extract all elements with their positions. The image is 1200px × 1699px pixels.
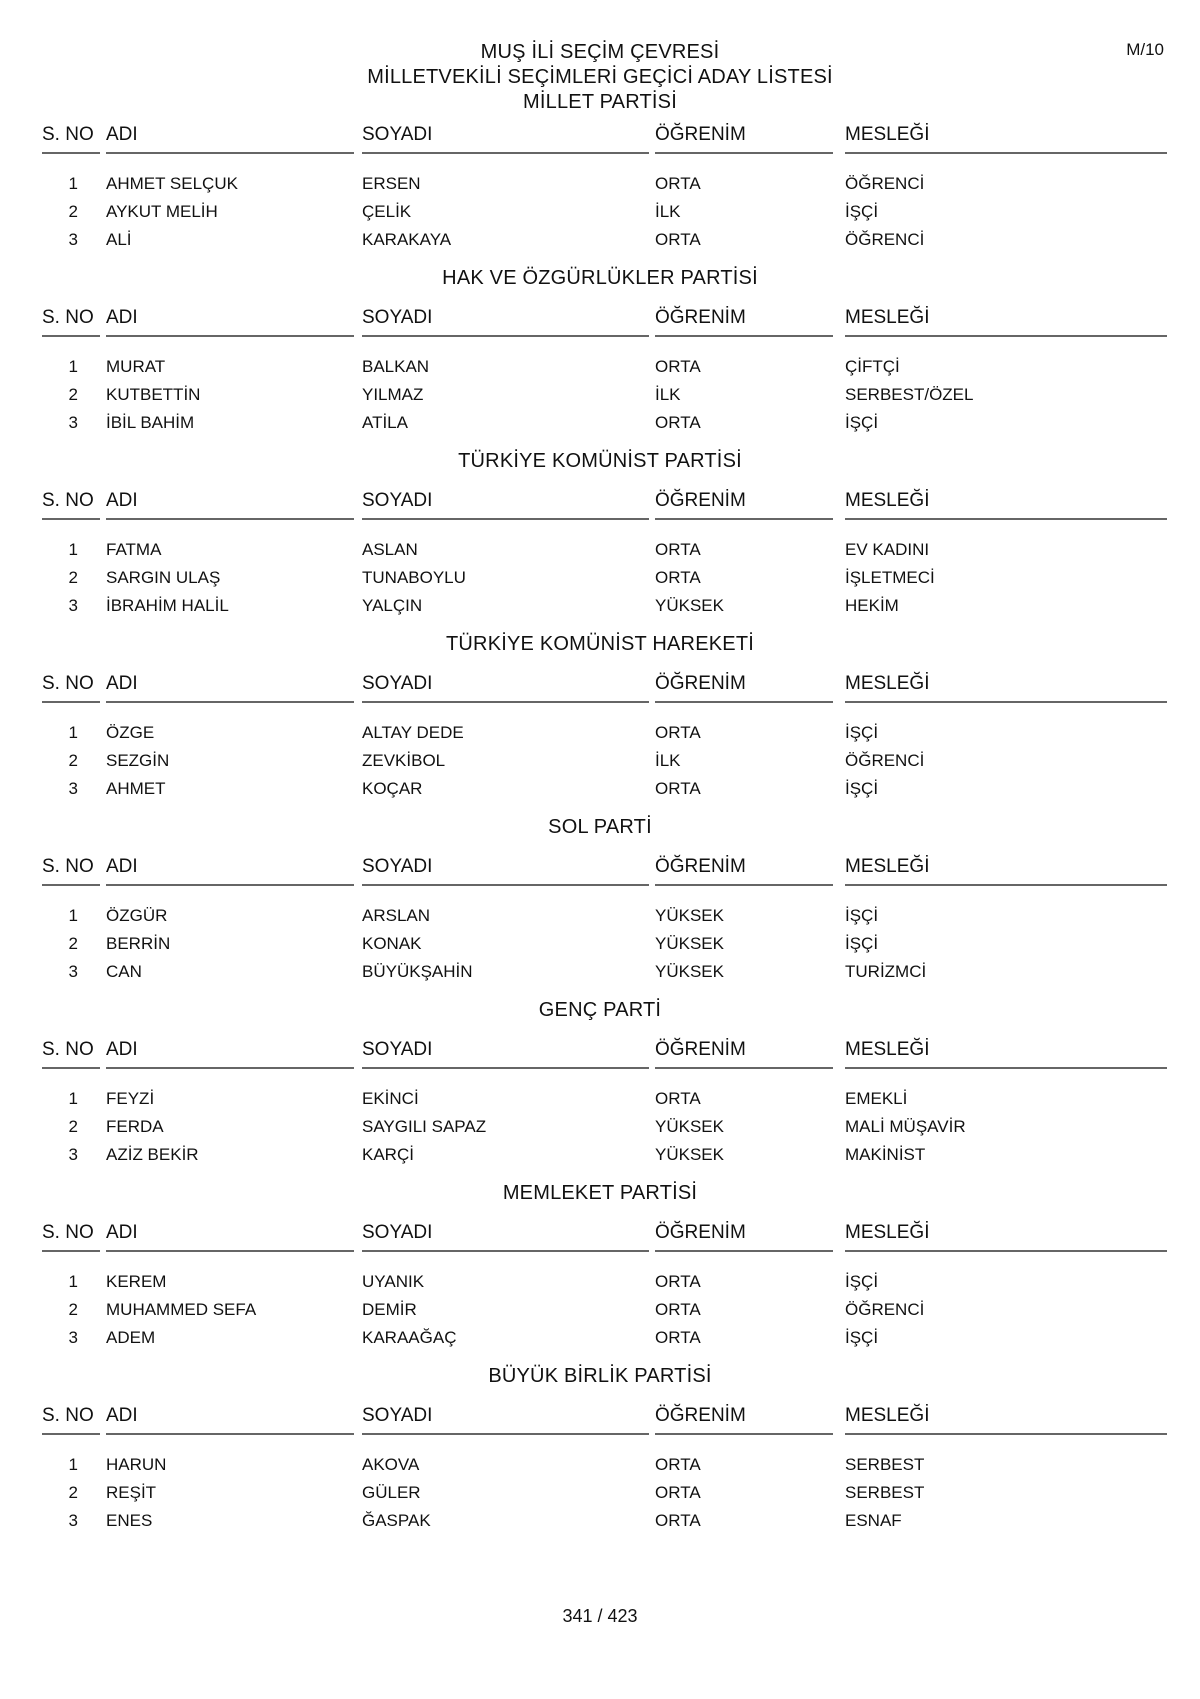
column-header-adi: ADI: [106, 307, 354, 337]
cell-ogrenim: ORTA: [655, 540, 701, 559]
column-header-adi: ADI: [106, 1405, 354, 1435]
cell-meslek: SERBEST/ÖZEL: [845, 385, 974, 404]
cell-soyadi: KONAK: [362, 934, 422, 953]
column-header-meslek: MESLEĞİ: [845, 490, 1167, 520]
column-header-no: S. NO: [42, 490, 100, 520]
table-row: [0, 779, 1200, 809]
cell-ogrenim: ORTA: [655, 568, 701, 587]
cell-soyadi: AKOVA: [362, 1455, 420, 1474]
cell-no: 2: [68, 568, 78, 587]
party-title: MEMLEKET PARTİSİ: [502, 1182, 698, 1204]
column-header-ogrenim: ÖĞRENİM: [655, 856, 833, 886]
cell-adi: AHMET: [106, 779, 166, 798]
cell-ogrenim: ORTA: [655, 1483, 701, 1502]
table-row: [0, 1089, 1200, 1119]
table-row: [0, 1117, 1200, 1147]
cell-ogrenim: İLK: [655, 751, 681, 770]
column-header-meslek: MESLEĞİ: [845, 1405, 1167, 1435]
party-section: [0, 1365, 1200, 1580]
cell-ogrenim: ORTA: [655, 1328, 701, 1347]
column-header-adi: ADI: [106, 490, 354, 520]
cell-ogrenim: ORTA: [655, 1089, 701, 1108]
cell-soyadi: KARAAĞAÇ: [362, 1328, 457, 1347]
cell-meslek: ÖĞRENCİ: [845, 174, 925, 193]
cell-ogrenim: YÜKSEK: [655, 596, 724, 615]
column-header-adi: ADI: [106, 1222, 354, 1252]
column-header-no: S. NO: [42, 1039, 100, 1069]
table-row: [0, 174, 1200, 204]
cell-soyadi: UYANIK: [362, 1272, 425, 1291]
cell-no: 3: [68, 596, 78, 615]
table-row: [0, 568, 1200, 598]
table-row: [0, 385, 1200, 415]
column-header-meslek: MESLEĞİ: [845, 124, 1167, 154]
header-line-2: MİLLETVEKİLİ SEÇİMLERİ GEÇİCİ ADAY LİSTESİ: [367, 66, 833, 88]
cell-meslek: SERBEST: [845, 1483, 925, 1502]
cell-meslek: TURİZMCİ: [845, 962, 927, 981]
cell-meslek: İŞLETMECİ: [845, 568, 935, 587]
cell-no: 2: [68, 1117, 78, 1136]
cell-soyadi: ZEVKİBOL: [362, 751, 446, 770]
cell-meslek: ÖĞRENCİ: [845, 1300, 925, 1319]
cell-ogrenim: ORTA: [655, 1272, 701, 1291]
cell-no: 1: [68, 723, 78, 742]
cell-soyadi: EKİNCİ: [362, 1089, 419, 1108]
cell-meslek: İŞÇİ: [845, 779, 879, 798]
cell-soyadi: GÜLER: [362, 1483, 421, 1502]
cell-adi: MURAT: [106, 357, 166, 376]
column-header-meslek: MESLEĞİ: [845, 673, 1167, 703]
cell-no: 1: [68, 1089, 78, 1108]
cell-adi: SEZGİN: [106, 751, 170, 770]
cell-meslek: MALİ MÜŞAVİR: [845, 1117, 966, 1136]
column-header-ogrenim: ÖĞRENİM: [655, 673, 833, 703]
column-header-ogrenim: ÖĞRENİM: [655, 124, 833, 154]
header-party-title: MİLLET PARTİSİ: [523, 91, 677, 113]
cell-meslek: HEKİM: [845, 596, 899, 615]
cell-ogrenim: ORTA: [655, 1511, 701, 1530]
column-header-soyadi: SOYADI: [362, 1405, 649, 1435]
cell-meslek: İŞÇİ: [845, 1328, 879, 1347]
party-title: BÜYÜK BİRLİK PARTİSİ: [488, 1365, 712, 1387]
cell-no: 3: [68, 1328, 78, 1347]
table-row: [0, 357, 1200, 387]
cell-no: 1: [68, 540, 78, 559]
cell-ogrenim: YÜKSEK: [655, 962, 724, 981]
cell-adi: AZİZ BEKİR: [106, 1145, 199, 1164]
cell-no: 2: [68, 751, 78, 770]
cell-soyadi: TUNABOYLU: [362, 568, 466, 587]
column-header-ogrenim: ÖĞRENİM: [655, 1222, 833, 1252]
table-row: [0, 413, 1200, 443]
party-title: HAK VE ÖZGÜRLÜKLER PARTİSİ: [442, 267, 758, 289]
column-header-no: S. NO: [42, 124, 100, 154]
cell-soyadi: YALÇIN: [362, 596, 423, 615]
cell-no: 1: [68, 1455, 78, 1474]
column-header-ogrenim: ÖĞRENİM: [655, 307, 833, 337]
column-header-ogrenim: ÖĞRENİM: [655, 1405, 833, 1435]
cell-meslek: ÇİFTÇİ: [845, 357, 900, 376]
cell-soyadi: ATİLA: [362, 413, 408, 432]
cell-adi: FEYZİ: [106, 1089, 155, 1108]
cell-adi: ADEM: [106, 1328, 156, 1347]
column-header-no: S. NO: [42, 1222, 100, 1252]
table-row: [0, 596, 1200, 626]
column-header-meslek: MESLEĞİ: [845, 1222, 1167, 1252]
column-header-ogrenim: ÖĞRENİM: [655, 1039, 833, 1069]
page-code: M/10: [1126, 40, 1164, 59]
table-row: [0, 540, 1200, 570]
cell-no: 3: [68, 962, 78, 981]
cell-no: 1: [68, 906, 78, 925]
column-header-adi: ADI: [106, 856, 354, 886]
cell-ogrenim: İLK: [655, 385, 681, 404]
cell-no: 2: [68, 202, 78, 221]
cell-ogrenim: YÜKSEK: [655, 906, 724, 925]
cell-meslek: EMEKLİ: [845, 1089, 908, 1108]
cell-adi: KUTBETTİN: [106, 385, 201, 404]
cell-no: 3: [68, 779, 78, 798]
cell-ogrenim: YÜKSEK: [655, 1145, 724, 1164]
cell-meslek: ÖĞRENCİ: [845, 751, 925, 770]
column-header-no: S. NO: [42, 673, 100, 703]
column-header-soyadi: SOYADI: [362, 307, 649, 337]
cell-soyadi: DEMİR: [362, 1300, 417, 1319]
cell-ogrenim: ORTA: [655, 1300, 701, 1319]
cell-adi: ENES: [106, 1511, 153, 1530]
cell-adi: HARUN: [106, 1455, 167, 1474]
cell-meslek: İŞÇİ: [845, 413, 879, 432]
column-header-no: S. NO: [42, 1405, 100, 1435]
column-header-meslek: MESLEĞİ: [845, 856, 1167, 886]
table-row: [0, 723, 1200, 753]
cell-adi: İBİL BAHİM: [106, 413, 195, 432]
cell-ogrenim: YÜKSEK: [655, 934, 724, 953]
cell-adi: BERRİN: [106, 934, 171, 953]
cell-soyadi: ÇELİK: [362, 202, 412, 221]
cell-soyadi: ASLAN: [362, 540, 418, 559]
column-header-soyadi: SOYADI: [362, 124, 649, 154]
cell-meslek: İŞÇİ: [845, 723, 879, 742]
column-header-soyadi: SOYADI: [362, 490, 649, 520]
cell-meslek: MAKİNİST: [845, 1145, 926, 1164]
cell-meslek: İŞÇİ: [845, 906, 879, 925]
cell-meslek: EV KADINI: [845, 540, 930, 559]
cell-adi: AYKUT MELİH: [106, 202, 218, 221]
party-title: SOL PARTİ: [548, 816, 652, 838]
cell-adi: ÖZGE: [106, 723, 155, 742]
cell-meslek: İŞÇİ: [845, 202, 879, 221]
cell-no: 3: [68, 413, 78, 432]
cell-soyadi: YILMAZ: [362, 385, 424, 404]
cell-ogrenim: ORTA: [655, 230, 701, 249]
table-row: [0, 230, 1200, 260]
cell-adi: FATMA: [106, 540, 162, 559]
page-number: 341 / 423: [562, 1606, 638, 1626]
cell-ogrenim: ORTA: [655, 174, 701, 193]
cell-adi: ÖZGÜR: [106, 906, 168, 925]
party-title: TÜRKİYE KOMÜNİST PARTİSİ: [458, 450, 742, 472]
cell-soyadi: ERSEN: [362, 174, 421, 193]
cell-adi: SARGIN ULAŞ: [106, 568, 221, 587]
column-header-meslek: MESLEĞİ: [845, 307, 1167, 337]
cell-soyadi: SAYGILI SAPAZ: [362, 1117, 487, 1136]
cell-soyadi: KOÇAR: [362, 779, 423, 798]
cell-no: 3: [68, 1511, 78, 1530]
table-row: [0, 751, 1200, 781]
table-row: [0, 202, 1200, 232]
cell-no: 1: [68, 1272, 78, 1291]
table-row: [0, 1272, 1200, 1302]
cell-adi: CAN: [106, 962, 142, 981]
cell-ogrenim: ORTA: [655, 357, 701, 376]
party-title: TÜRKİYE KOMÜNİST HAREKETİ: [445, 633, 754, 655]
cell-adi: AHMET SELÇUK: [106, 174, 238, 193]
cell-meslek: İŞÇİ: [845, 1272, 879, 1291]
table-row: [0, 1455, 1200, 1485]
column-header-no: S. NO: [42, 856, 100, 886]
cell-soyadi: KARÇİ: [362, 1145, 414, 1164]
cell-adi: KEREM: [106, 1272, 167, 1291]
document-header: [0, 40, 1200, 115]
column-header-adi: ADI: [106, 124, 354, 154]
cell-soyadi: ARSLAN: [362, 906, 431, 925]
cell-no: 1: [68, 174, 78, 193]
header-line-1: MUŞ İLİ SEÇİM ÇEVRESİ: [480, 41, 720, 63]
cell-adi: REŞİT: [106, 1483, 157, 1502]
cell-soyadi: BÜYÜKŞAHİN: [362, 962, 473, 981]
table-row: [0, 906, 1200, 936]
cell-no: 1: [68, 357, 78, 376]
table-row: [0, 1300, 1200, 1330]
cell-no: 2: [68, 385, 78, 404]
column-header-soyadi: SOYADI: [362, 1222, 649, 1252]
table-row: [0, 1511, 1200, 1541]
cell-soyadi: ĞASPAK: [362, 1511, 431, 1530]
cell-ogrenim: ORTA: [655, 1455, 701, 1474]
cell-soyadi: KARAKAYA: [362, 230, 452, 249]
column-header-adi: ADI: [106, 673, 354, 703]
cell-meslek: İŞÇİ: [845, 934, 879, 953]
cell-no: 3: [68, 230, 78, 249]
table-row: [0, 1328, 1200, 1358]
party-sections: [0, 116, 1200, 1580]
cell-meslek: ÖĞRENCİ: [845, 230, 925, 249]
cell-ogrenim: ORTA: [655, 723, 701, 742]
cell-no: 2: [68, 934, 78, 953]
column-header-soyadi: SOYADI: [362, 856, 649, 886]
cell-no: 2: [68, 1483, 78, 1502]
cell-meslek: SERBEST: [845, 1455, 925, 1474]
cell-soyadi: BALKAN: [362, 357, 430, 376]
column-header-ogrenim: ÖĞRENİM: [655, 490, 833, 520]
cell-adi: ALİ: [106, 230, 132, 249]
column-header-meslek: MESLEĞİ: [845, 1039, 1167, 1069]
cell-adi: FERDA: [106, 1117, 164, 1136]
party-title: GENÇ PARTİ: [538, 999, 662, 1021]
column-header-no: S. NO: [42, 307, 100, 337]
table-row: [0, 934, 1200, 964]
cell-ogrenim: ORTA: [655, 413, 701, 432]
cell-ogrenim: YÜKSEK: [655, 1117, 724, 1136]
column-header-soyadi: SOYADI: [362, 673, 649, 703]
table-row: [0, 1483, 1200, 1513]
cell-soyadi: ALTAY DEDE: [362, 723, 464, 742]
table-row: [0, 962, 1200, 992]
column-header-soyadi: SOYADI: [362, 1039, 649, 1069]
column-header-adi: ADI: [106, 1039, 354, 1069]
cell-no: 2: [68, 1300, 78, 1319]
cell-ogrenim: ORTA: [655, 779, 701, 798]
cell-adi: İBRAHİM HALİL: [106, 596, 229, 615]
cell-meslek: ESNAF: [845, 1511, 902, 1530]
cell-ogrenim: İLK: [655, 202, 681, 221]
cell-adi: MUHAMMED SEFA: [106, 1300, 257, 1319]
cell-no: 3: [68, 1145, 78, 1164]
table-row: [0, 1145, 1200, 1175]
